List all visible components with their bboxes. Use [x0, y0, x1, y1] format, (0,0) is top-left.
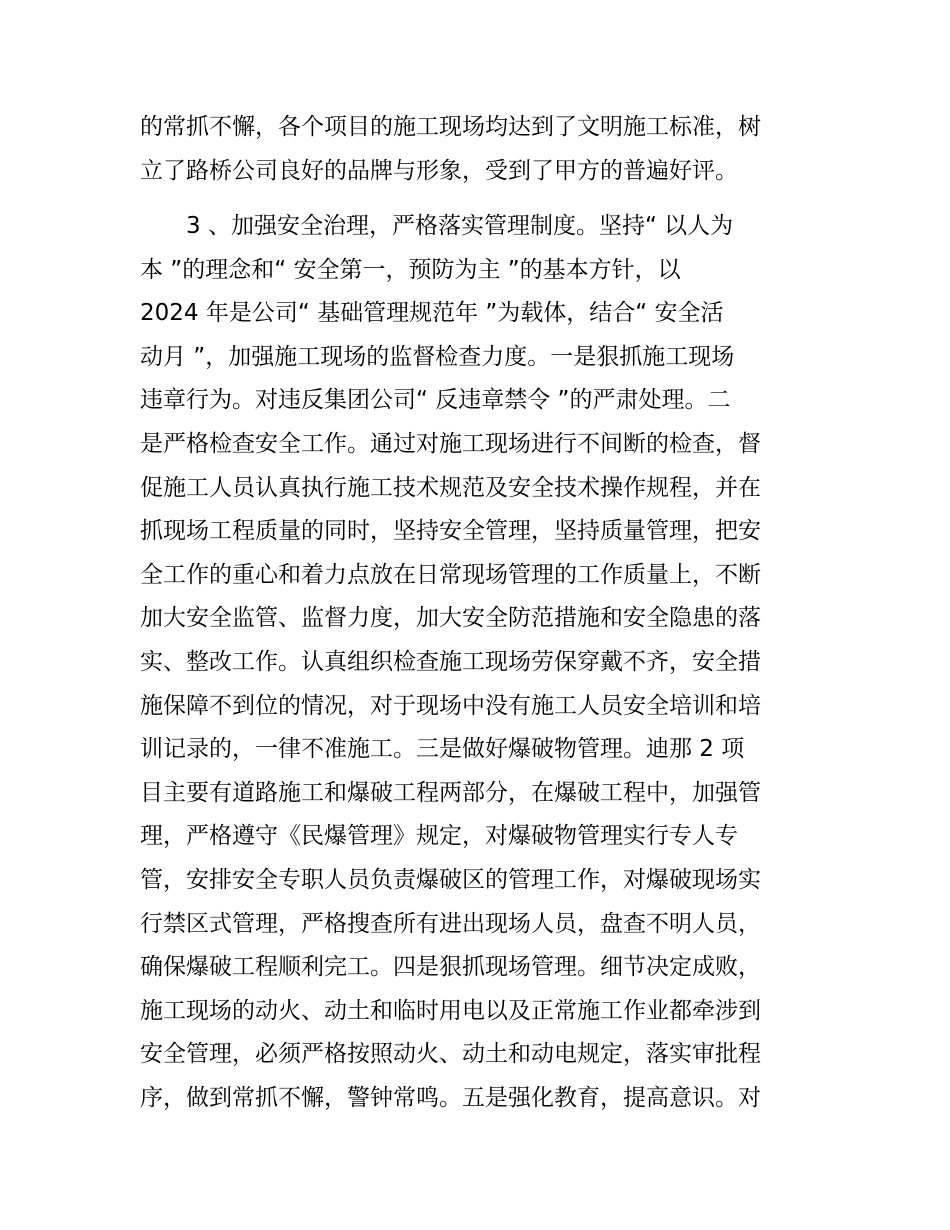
text-line: 行禁区式管理，严格搜查所有进出现场人员，盘查不明人员， [140, 910, 761, 937]
text-line: 理，严格遵守《民爆管理》规定，对爆破物管理实行专人专 [140, 823, 738, 850]
text-line: 本 ”的理念和“ 安全第一，预防为主 ”的基本方针，以 [140, 256, 681, 283]
text-line: 立了路桥公司良好的品牌与形象，受到了甲方的普遍好评。 [140, 157, 738, 184]
text-line: 的常抓不懈，各个项目的施工现场均达到了文明施工标准，树 [140, 114, 761, 140]
text-line: 确保爆破工程顺利完工。四是狠抓现场管理。细节决定成败， [140, 954, 761, 981]
text-line: 管，安排安全专职人员负责爆破区的管理工作，对爆破现场实 [140, 866, 761, 893]
text-line: 全工作的重心和着力点放在日常现场管理的工作质量上，不断 [140, 561, 761, 588]
text-line: 目主要有道路施工和爆破工程两部分，在爆破工程中，加强管 [140, 779, 761, 806]
text-line: 实、整改工作。认真组织检查施工现场劳保穿戴不齐，安全措 [140, 648, 761, 675]
text-line: 2024 年是公司“ 基础管理规范年 ”为载体，结合“ 安全活 [140, 300, 724, 327]
text-line: 加大安全监管、监督力度，加大安全防范措施和安全隐患的落 [140, 605, 761, 632]
text-line: 序，做到常抓不懈，警钟常鸣。五是强化教育，提高意识。对 [140, 1084, 761, 1111]
text-line: 施保障不到位的情况，对于现场中没有施工人员安全培训和培 [140, 692, 761, 719]
text-line: 促施工人员认真执行施工技术规范及安全技术操作规程，并在 [140, 474, 761, 501]
text-line: 是严格检查安全工作。通过对施工现场进行不间断的检查，督 [140, 430, 761, 457]
text-line: 动月 ”，加强施工现场的监督检查力度。一是狠抓施工现场 [140, 343, 735, 370]
text-line: 训记录的，一律不准施工。三是做好爆破物管理。迪那 2 项 [140, 736, 745, 763]
text-line: 3 、加强安全治理，严格落实管理制度。坚持“ 以人为 [140, 213, 734, 239]
text-line: 施工现场的动火、动土和临时用电以及正常施工作业都牵涉到 [140, 997, 761, 1024]
paragraph-2 [140, 205, 820, 1120]
text-line: 抓现场工程质量的同时，坚持安全管理，坚持质量管理，把安 [140, 518, 761, 545]
text-line: 安全管理，必须严格按照动火、动土和动电规定，落实审批程 [140, 1041, 761, 1068]
text-line: 违章行为。对违反集团公司“ 反违章禁令 ”的严肃处理。二 [140, 387, 731, 414]
paragraph-1 [140, 106, 820, 193]
